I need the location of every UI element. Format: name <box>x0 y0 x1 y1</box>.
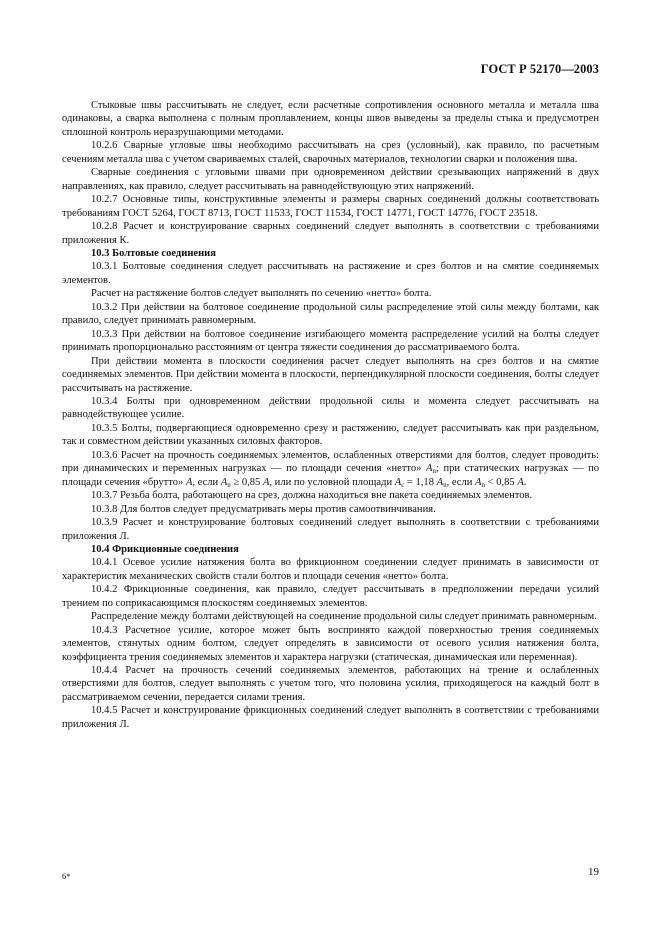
paragraph: 10.3.3 При действии на болтовое соединение изгибающего момента распределение усилий на болты следует принимать пропорционально расстояниям от центра тяжести соединения до рассматриваемого болта. <box>62 328 599 354</box>
page-number: 19 <box>588 866 599 878</box>
paragraph: 10.3.9 Расчет и конструирование болтовых соединений следует выполнять в соответствии с требованиями приложения Л. <box>62 517 599 542</box>
paragraph: 10.3.6 Расчет на прочность соединяемых элементов, ослабленных отверстиями для болтов, следует проводить: при динамических и переменных нагрузках — по площади сечения «нетто» $A_n$; при статических нагрузках — по площади сечения «брутто» A, если $A_n \ge 0,85$ A, или по условной площади $A_c = 1,18$ $A_n$, если $A_n < 0,85$ A. <box>62 449 599 489</box>
document-body <box>62 99 599 731</box>
paragraph: 10.4.1 Осевое усилие натяжения болта во фрикционном соединении следует принимать в зависимости от характеристик механических свойств стали болтов и площади сечения «нетто» болта. <box>62 557 599 582</box>
paragraph: Стыковые швы рассчитывать не следует, если расчетные сопротивления основного металла и металла шва одинаковы, а сварка выполнена с полным проплавлением, концы швов выведены за пределы стыка и предусмотрен сплошной контроль неразрушающими методами. <box>62 100 599 138</box>
paragraph: 10.2.8 Расчет и конструирование сварных соединений следует выполнять в соответствии с требованиями приложения К. <box>62 221 599 246</box>
paragraph: Сварные соединения с угловыми швами при одновременном действии срезывающих напряжений в двух направлениях, как правило, следует рассчитывать на равнодействующую этих напряжений. <box>62 167 599 192</box>
paragraph: 10.3.5 Болты, подвергающиеся одновременно срезу и растяжению, следует рассчитывать как при раздельном, так и совместном действии указанных силовых факторов. <box>62 422 599 448</box>
paragraph: 10.4.5 Расчет и конструирование фрикционных соединений следует выполнять в соответствии с требованиями приложения Л. <box>62 705 599 730</box>
paragraph: 10.3.7 Резьба болта, работающего на срез, должна находиться вне пакета соединяемых элементов. <box>91 490 533 502</box>
section-heading: 10.3 Болтовые соединения <box>91 247 216 259</box>
document-header: ГОСТ Р 52170—2003 <box>480 62 599 76</box>
paragraph: 10.4.4 Расчет на прочность сечений соединяемых элементов, работающих на трение и ослабленных отверстиями для болтов, следует выполнять с учетом того, что половина усилия, приходящегося на каждый болт в рассматриваемом сечении, передается силами трения. <box>62 665 599 703</box>
paragraph: 10.3.2 При действии на болтовое соединение продольной силы распределение этой силы между болтами, как правило, следует принимать равномерным. <box>62 301 599 327</box>
paragraph: 10.3.8 Для болтов следует предусматривать меры против самоотвинчивания. <box>91 503 436 515</box>
paragraph: 10.4.3 Расчетное усилие, которое может быть воспринято каждой поверхностью трения соединяемых элементов, стянутых одним болтом, следует определять в зависимости от осевого усилия натяжения болта, коэффициента трения соединяемых элементов и характера нагрузки (статическая, динамическая или переменная). <box>62 624 599 663</box>
section-heading: 10.4 Фрикционные соединения <box>91 543 239 555</box>
sheet-signature: 6* <box>62 871 71 881</box>
paragraph: Распределение между болтами действующей на соединение продольной силы следует принимать равномерным. <box>91 611 597 623</box>
paragraph: 10.3.1 Болтовые соединения следует рассчитывать на растяжение и срез болтов и на смятие соединяемых элементов. <box>62 261 599 286</box>
paragraph: При действии момента в плоскости соединения расчет следует выполнять на срез болтов и на смятие соединяемых элементов. При действии момента в плоскости, перпендикулярной плоскости соединения, болты следует рассчитывать на растяжение. <box>62 355 599 394</box>
paragraph: 10.2.6 Сварные угловые швы необходимо рассчитывать на срез (условный), как правило, по расчетным сечениям металла шва с учетом свариваемых сталей, сварочных материалов, технологии сварки и положения шва. <box>62 140 599 165</box>
paragraph: 10.2.7 Основные типы, конструктивные элементы и размеры сварных соединений должны соответствовать требованиям ГОСТ 5264, ГОСТ 8713, ГОСТ 11533, ГОСТ 11534, ГОСТ 14771, ГОСТ 14776, ГОСТ 23518. <box>62 194 599 219</box>
paragraph: 10.4.2 Фрикционные соединения, как правило, следует рассчитывать в предположении передачи усилий трением по соприкасающимся плоскостям соединяемых элементов. <box>62 584 599 609</box>
paragraph: Расчет на растяжение болтов следует выполнять по сечению «нетто» болта. <box>91 288 432 300</box>
paragraph: 10.3.4 Болты при одновременном действии продольной силы и момента следует рассчитывать на равнодействующее усилие. <box>62 395 599 421</box>
